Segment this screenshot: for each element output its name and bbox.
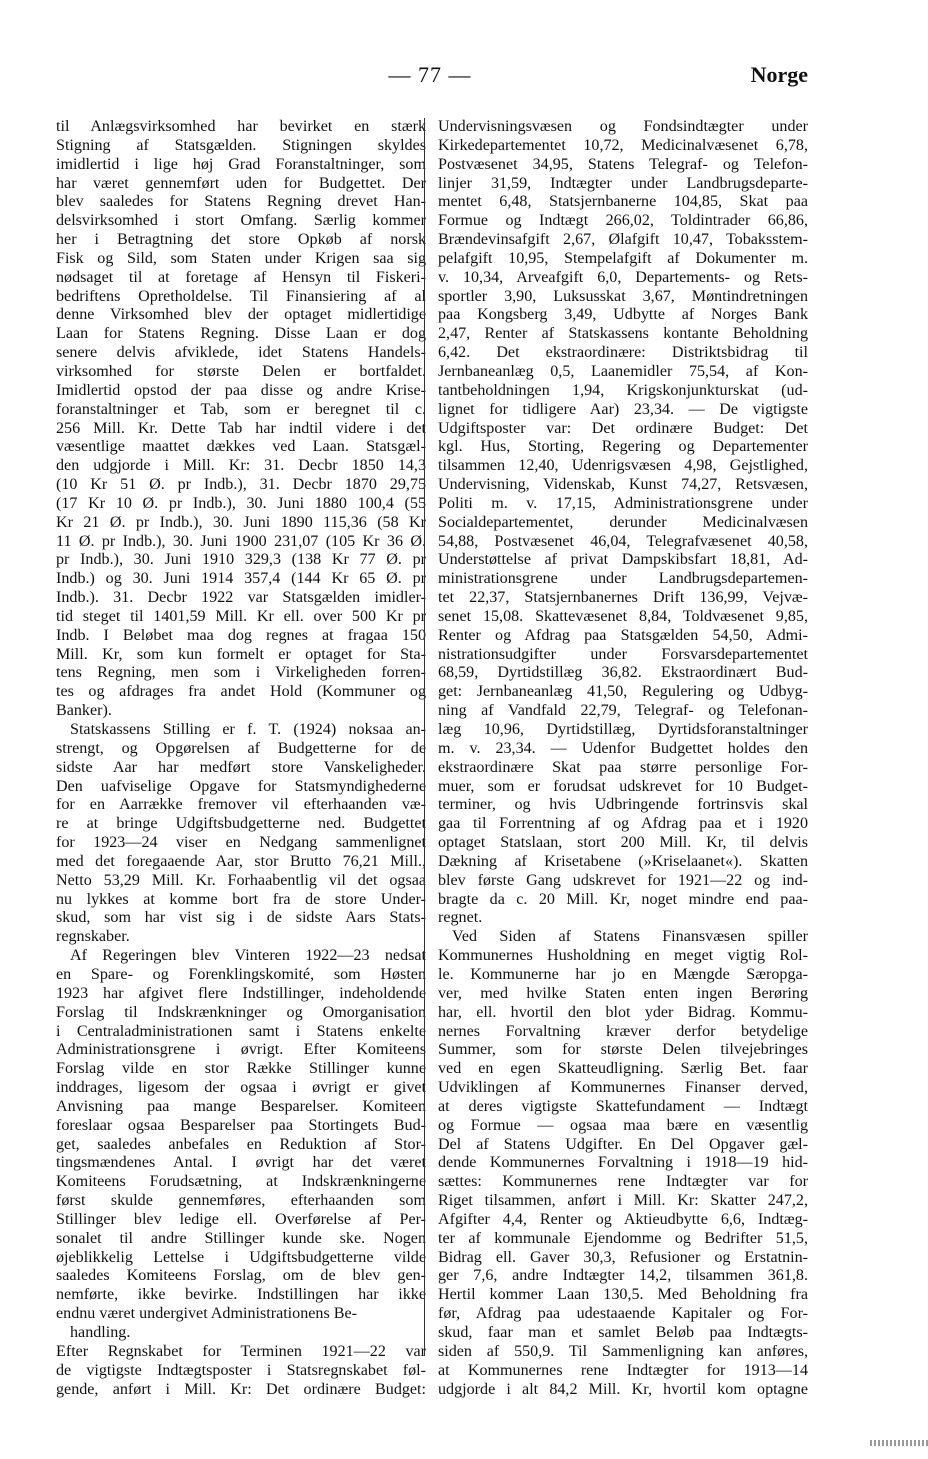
text-line: og Formue — ogsaa maa bære en væsentlig bbox=[438, 1116, 808, 1134]
text-line: har været gennemført uden for Budgettet. Der bbox=[56, 174, 426, 192]
text-line: Undervisningsvæsen og Fondsindtægter under bbox=[438, 118, 808, 135]
text-line: Undervisning, Videnskab, Kunst 74,27, Retsvæsen, bbox=[438, 476, 808, 494]
text-line: Socialdepartementet, derunder Medicinalvæsen bbox=[438, 513, 808, 531]
text-line: imidlertid i lige høj Grad Foranstaltninger, som bbox=[56, 155, 426, 173]
text-line: tilsammen 12,40, Udenrigsvæsen 4,98, Gejstlighed, bbox=[438, 457, 808, 475]
text-line: sportler 3,90, Luksusskat 3,67, Møntindretningen bbox=[438, 287, 808, 305]
text-line: for en Aarrække fremover vil efterhaanden væ- bbox=[56, 796, 426, 814]
text-line: Jernbaneanlæg 0,5, Laanemidler 75,54, af Kon- bbox=[438, 362, 808, 380]
text-line: (17 Kr 10 Ø. pr Indb.), 30. Juni 1880 100,4 (55 bbox=[56, 494, 426, 512]
text-line: de vigtigste Indtægtsposter i Statsregnskabet føl- bbox=[56, 1361, 426, 1379]
text-line: øjeblikkelig Lettelse i Udgiftsbudgetterne vilde bbox=[56, 1248, 426, 1266]
text-line: inddrages, ligesom der ogsaa i øvrigt er givet bbox=[56, 1079, 426, 1097]
text-line: her i Betragtning det store Opkøb af norsk bbox=[56, 231, 426, 249]
running-header-country: Norge bbox=[750, 62, 808, 87]
text-line: get, saaledes anbefales en Reduktion af Stor- bbox=[56, 1135, 426, 1153]
text-line: gende, anført i Mill. Kr: Det ordinære Budget: bbox=[56, 1380, 426, 1398]
column-divider bbox=[424, 118, 425, 1356]
text-line: Indb.). 31. Decbr 1922 var Statsgælden imidler- bbox=[56, 589, 426, 607]
text-line: optaget Statslaan, stort 200 Mill. Kr, til delvis bbox=[438, 834, 808, 852]
text-line: med det foregaaende Aar, stor Brutto 76,21 Mill., bbox=[56, 852, 426, 870]
text-line: Indb. I Beløbet maa dog regnes at fragaa 150 bbox=[56, 626, 426, 644]
text-line: lignet for tidligere Aar) 23,34. — De vigtigste bbox=[438, 400, 808, 418]
text-line: Stigning af Statsgælden. Stigningen skyldes bbox=[56, 136, 426, 154]
text-line: 54,88, Postvæsenet 46,04, Telegrafvæsenet 40,58, bbox=[438, 532, 808, 550]
text-line: Forslag til Indskrænkninger og Omorganisation bbox=[56, 1003, 426, 1021]
text-line: Understøttelse af privat Dampskibsfart 18,81, Ad- bbox=[438, 551, 808, 569]
text-line: gaa til Forrentning af og Afdrag paa et i 1920 bbox=[438, 815, 808, 833]
text-line: Udgiftsposter var: Det ordinære Budget: Det bbox=[438, 419, 808, 437]
text-line: skud, faar man et samlet Beløb paa Indtægts- bbox=[438, 1324, 808, 1341]
text-line: Kommunernes Husholdning en meget vigtig Rol- bbox=[438, 947, 808, 965]
text-line: 256 Mill. Kr. Dette Tab har indtil videre i det bbox=[56, 419, 426, 437]
text-line: for 1923—24 viser en Nedgang sammenlignet bbox=[56, 834, 426, 852]
text-line: Laan for Statens Regning. Disse Laan er dog bbox=[56, 325, 426, 343]
text-line: tantbeholdningen 1,94, Krigskonjunkturskat (ud- bbox=[438, 381, 808, 399]
text-line: 68,59, Dyrtidstillæg 36,82. Ekstraordinært Bud- bbox=[438, 664, 808, 682]
text-line: sættes: Kommunernes rene Indtægter var for bbox=[438, 1173, 808, 1191]
text-line: væsentlige maattet dækkes ved Laan. Statsgæl- bbox=[56, 438, 426, 456]
text-line: Fisk og Sild, som Staten under Krigen saa sig bbox=[56, 249, 426, 267]
text-line: bragte da c. 20 Mill. Kr, noget mindre end paa- bbox=[438, 890, 808, 908]
text-line: Riget tilsammen, anført i Mill. Kr: Skatter 247,2, bbox=[438, 1192, 808, 1210]
text-line: først skulde gennemføres, efterhaanden som bbox=[56, 1192, 426, 1210]
text-line: nernes Forvaltning kræver derfor betydelige bbox=[438, 1022, 808, 1040]
text-line: Dækning af Krisetabene (»Kriselaanet«). Skatten bbox=[438, 852, 808, 870]
text-line: Stillinger blev ledige ell. Overførelse af Per- bbox=[56, 1210, 426, 1228]
text-line: ger 7,6, andre Indtægter 14,2, tilsammen 361,8. bbox=[438, 1267, 808, 1285]
text-line: terminer, og hvis Udbringende fortrinsvis skal bbox=[438, 796, 808, 814]
text-line: endnu været undergivet Administrationens Be- bbox=[56, 1305, 357, 1323]
text-line: Netto 53,29 Mill. Kr. Forhaabentlig vil det ogsaa bbox=[56, 871, 426, 889]
text-line: senet 15,08. Skattevæsenet 8,84, Toldvæsenet 9,85, bbox=[438, 607, 808, 625]
text-line: nemførte, ikke bevirke. Indstillingen har ikke bbox=[56, 1286, 426, 1304]
text-line: Summer, som for største Delen tilvejebringes bbox=[438, 1041, 808, 1059]
text-line: skud, som har vist sig i de sidste Aars Stats- bbox=[56, 909, 426, 927]
text-line: Statskassens Stilling er f. T. (1924) noksaa an- bbox=[70, 721, 426, 738]
text-line: Ved Siden af Statens Finansvæsen spiller bbox=[452, 928, 808, 946]
text-line: har, ell. hvortil den blot yder Bidrag. Kommu- bbox=[438, 1003, 808, 1021]
text-line: delsvirksomhed i stort Omfang. Særlig kommer bbox=[56, 212, 426, 230]
text-line: til Anlægsvirksomhed har bevirket en stærk bbox=[56, 118, 426, 135]
text-line: 11 Ø. pr Indb.), 30. Juni 1900 231,07 (105 Kr 36 Ø. bbox=[56, 532, 426, 550]
text-line: ter af kommunale Ejendomme og Bedrifter 51,5, bbox=[438, 1229, 808, 1247]
right-text-column bbox=[438, 118, 808, 1399]
text-line: ekstraordinære Skat paa større personlige For- bbox=[438, 758, 808, 776]
text-line: ved en egen Skatteudligning. Særlig Bet. faar bbox=[438, 1060, 808, 1078]
text-line: senere delvis afviklede, idet Statens Handels- bbox=[56, 344, 426, 362]
text-line: den udgjorde i Mill. Kr: 31. Decbr 1850 14,3 bbox=[56, 457, 426, 475]
text-line: tet 22,37, Statsjernbanernes Drift 136,99, Vejvæ- bbox=[438, 589, 808, 607]
text-line: 6,42. Det ekstraordinære: Distriktsbidrag til bbox=[438, 344, 808, 362]
text-line: Brændevinsafgift 2,67, Ølafgift 10,47, Tobaksstem- bbox=[438, 231, 808, 249]
text-line: 2,47, Renter af Statskassens kontante Beholdning bbox=[438, 325, 808, 343]
text-line: at deres vigtigste Skattefundament — Indtægt bbox=[438, 1097, 808, 1115]
text-line: ver, med hvilke Staten enten ingen Berøring bbox=[438, 984, 808, 1002]
text-line: blev saaledes for Statens Regning drevet Han- bbox=[56, 193, 426, 211]
left-text-column bbox=[56, 118, 426, 1399]
text-line: sonalet til andre Stillinger kunde ske. Nogen bbox=[56, 1229, 426, 1247]
text-line: strengt, og Opgørelsen af Budgetterne for de bbox=[56, 739, 426, 757]
text-line: at Kommunernes rene Indtægter for 1913—14 bbox=[438, 1361, 808, 1379]
text-line: ministrationsgrene under Landbrugsdepartemen- bbox=[438, 570, 808, 588]
text-line: pelafgift 10,95, Stempelafgift af Dokumenter m. bbox=[438, 249, 808, 267]
text-line: siden af 550,9. Til Sammenligning kan anføres, bbox=[438, 1342, 808, 1360]
text-line: Forslag vilde en stor Række Stillinger kunne bbox=[56, 1060, 426, 1078]
text-line: Efter Regnskabet for Terminen 1921—22 var bbox=[56, 1342, 426, 1360]
text-line: le. Kommunerne har jo en Mængde Særopga- bbox=[438, 965, 808, 983]
text-line: kgl. Hus, Storting, Regering og Departementer bbox=[438, 438, 808, 456]
text-line: Banker). bbox=[56, 702, 112, 720]
text-line: Anvisning paa mange Besparelser. Komiteen bbox=[56, 1097, 426, 1115]
text-line: Af Regeringen blev Vinteren 1922—23 nedsat bbox=[70, 947, 426, 965]
text-line: Hertil kommer Laan 130,5. Med Beholdning fra bbox=[438, 1286, 808, 1304]
text-line: dende Kommunernes Forvaltning i 1918—19 hid- bbox=[438, 1154, 808, 1172]
text-line: foreslaar ogsaa Besparelser paa Stortingets Bud- bbox=[56, 1116, 426, 1134]
text-line: blev første Gang udskrevet for 1921—22 og ind- bbox=[438, 871, 808, 889]
text-line: (10 Kr 51 Ø. pr Indb.), 31. Decbr 1870 29,75 bbox=[56, 476, 426, 494]
text-line: foranstaltninger et Tab, som er beregnet til c. bbox=[56, 400, 426, 418]
text-line: regnskaber. bbox=[56, 928, 130, 946]
text-line: linjer 31,59, Indtægter under Landbrugsdeparte- bbox=[438, 174, 808, 192]
text-line: Kr 21 Ø. pr Indb.), 30. Juni 1890 115,36 (58 Kr bbox=[56, 513, 426, 531]
text-line: Administrationsgrene i øvrigt. Efter Komiteens bbox=[56, 1041, 426, 1059]
text-line: mentet 6,48, Statsjernbanerne 104,85, Skat paa bbox=[438, 193, 808, 211]
page-number: — 77 — bbox=[388, 62, 472, 87]
text-line: v. 10,34, Arveafgift 6,0, Departements- og Rets- bbox=[438, 268, 808, 286]
text-line: Bidrag ell. Gaver 30,3, Refusioner og Erstatnin- bbox=[438, 1248, 808, 1266]
text-line: virksomhed for største Delen er bortfaldet. bbox=[56, 362, 426, 380]
text-line: i Centraladministrationen samt i Statens enkelte bbox=[56, 1022, 426, 1040]
text-line: tid steget til 1401,59 Mill. Kr ell. over 500 Kr pr bbox=[56, 607, 426, 625]
text-line: Indb.) og 30. Juni 1914 357,4 (144 Kr 65 Ø. pr bbox=[56, 570, 426, 588]
text-line: Komiteens Forudsætning, at Indskrænkningerne bbox=[56, 1173, 426, 1191]
text-line: Kirkedepartementet 10,72, Medicinalvæsenet 6,78, bbox=[438, 136, 808, 154]
text-line: 1923 har afgivet flere Indstillinger, indeholdende bbox=[56, 984, 426, 1002]
text-line: udgjorde i alt 84,2 Mill. Kr, hvortil kom optagne bbox=[438, 1380, 808, 1398]
text-line: paa Kongsberg 3,49, Udbytte af Norges Bank bbox=[438, 306, 808, 324]
text-line: regnet. bbox=[438, 909, 483, 927]
text-line: saaledes Komiteens Forslag, om de blev gen- bbox=[56, 1267, 426, 1285]
text-line: Afgifter 4,4, Renter og Aktieudbytte 6,6, Indtæg- bbox=[438, 1210, 808, 1228]
text-line: m. v. 23,34. — Udenfor Budgettet holdes den bbox=[438, 739, 808, 757]
text-line: læg 10,96, Dyrtidstillæg, Dyrtidsforanstaltninger bbox=[438, 721, 808, 738]
text-line: nu lykkes at komme bort fra de store Under- bbox=[56, 890, 426, 908]
text-line: tes og afdrages fra andet Hold (Kommuner og bbox=[56, 683, 426, 701]
text-line: Del af Statens Udgifter. En Del Opgaver gæl- bbox=[438, 1135, 808, 1153]
text-line: nistrationsudgifter under Forsvarsdepartementet bbox=[438, 645, 808, 663]
text-line: handling. bbox=[70, 1324, 131, 1341]
text-line: nødsaget til at foretage af Hensyn til Fiskeri- bbox=[56, 268, 426, 286]
text-line: Formue og Indtægt 266,02, Toldintrader 66,86, bbox=[438, 212, 808, 230]
scan-artifact bbox=[870, 1440, 928, 1446]
text-line: tingsmændenes Antal. I øvrigt har det været bbox=[56, 1154, 426, 1172]
text-line: re at bringe Udgiftsbudgetterne ned. Budgettet bbox=[56, 815, 426, 833]
text-line: pr Indb.), 30. Juni 1910 329,3 (138 Kr 77 Ø. pr bbox=[56, 551, 426, 569]
text-line: denne Virksomhed blev der optaget midlertidige bbox=[56, 306, 426, 324]
text-line: før, Afdrag paa udestaaende Kapitaler og For- bbox=[438, 1305, 808, 1323]
text-line: Politi m. v. 17,15, Administrationsgrene under bbox=[438, 494, 808, 512]
text-line: Postvæsenet 34,95, Statens Telegraf- og Telefon- bbox=[438, 155, 808, 173]
text-line: sidste Aar har medført store Vanskeligheder. bbox=[56, 758, 426, 776]
text-line: muer, som er forudsat udskrevet for 10 Budget- bbox=[438, 777, 808, 795]
text-line: tens Regning, men som i Virkeligheden forren- bbox=[56, 664, 426, 682]
text-line: bedriftens Opretholdelse. Til Finansiering af al bbox=[56, 287, 426, 305]
text-line: get: Jernbaneanlæg 41,50, Regulering og Udbyg- bbox=[438, 683, 808, 701]
text-line: Renter og Afdrag paa Statsgælden 54,50, Admi- bbox=[438, 626, 808, 644]
text-line: ning af Vandfald 22,79, Telegraf- og Telefonan- bbox=[438, 702, 808, 720]
text-line: Imidlertid opstod der paa disse og andre Krise- bbox=[56, 381, 426, 399]
text-line: Den uafviselige Opgave for Statsmyndighederne bbox=[56, 777, 426, 795]
text-line: Udviklingen af Kommunernes Finanser derved, bbox=[438, 1079, 808, 1097]
text-line: Mill. Kr, som kun formelt er optaget for Sta- bbox=[56, 645, 426, 663]
text-line: en Spare- og Forenklingskomité, som Høsten bbox=[56, 965, 426, 983]
